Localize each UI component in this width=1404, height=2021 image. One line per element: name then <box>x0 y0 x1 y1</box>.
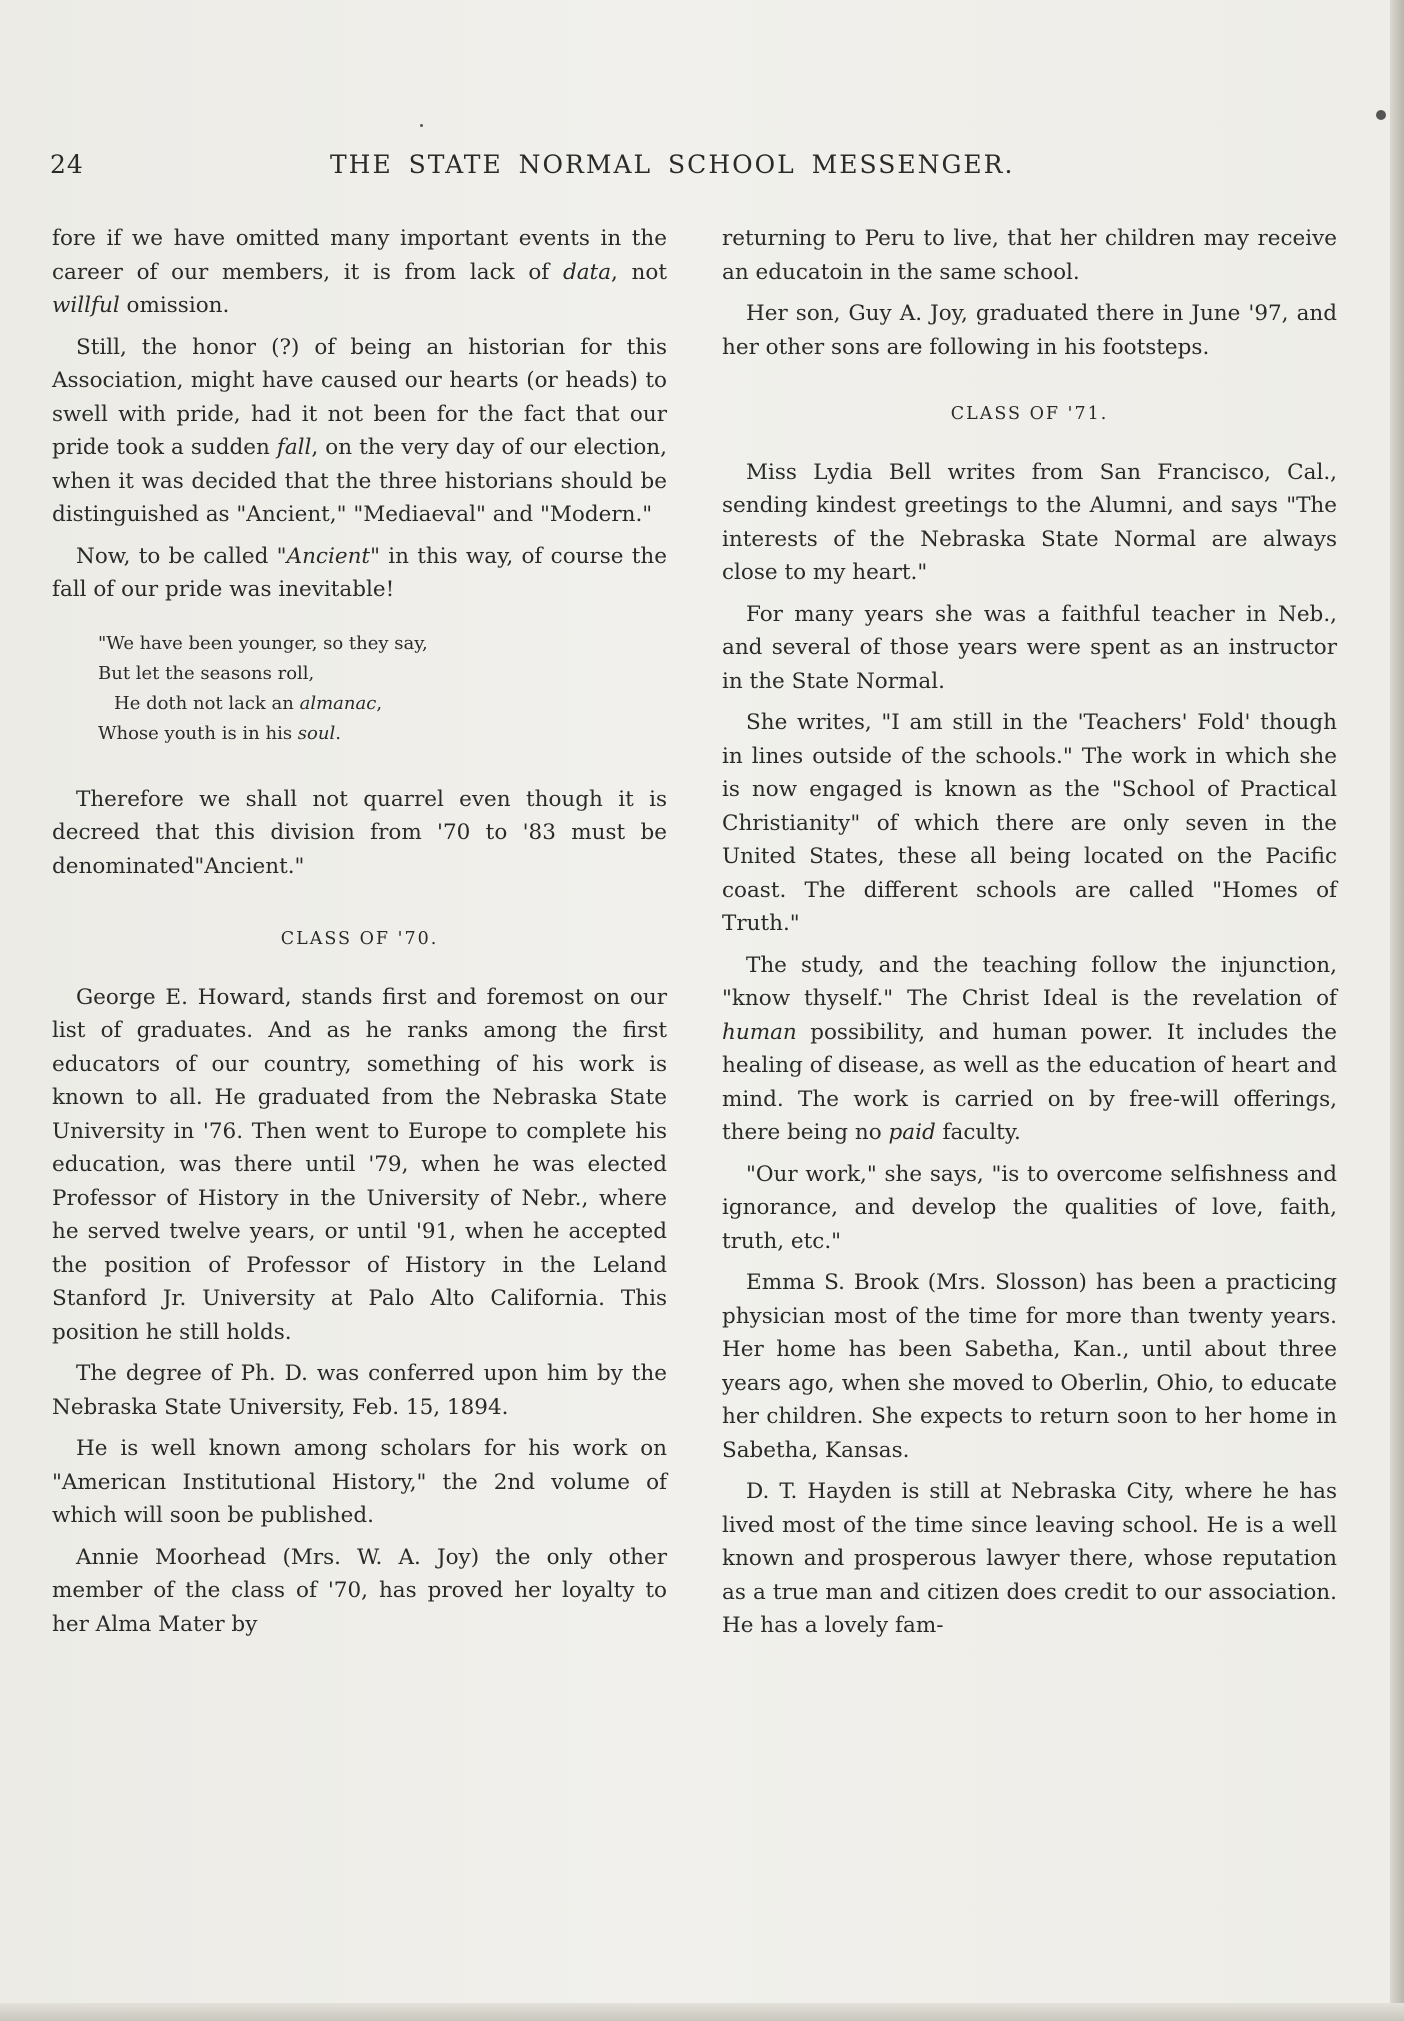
poem-quote <box>98 629 667 749</box>
paragraph: For many years she was a faithful teacher in Neb., and several of those years were spent as an instructor in the State Normal. <box>722 601 1337 694</box>
poem-line: "We have been younger, so they say, <box>98 632 428 654</box>
paragraph: fore if we have omitted many important events in the career of our members, it is from lack of data, not willful omission. <box>52 226 667 318</box>
section-heading: CLASS OF '71. <box>950 404 1109 424</box>
paragraph: returning to Peru to live, that her children may receive an educatoin in the same school. <box>722 226 1337 285</box>
ink-dot <box>1376 110 1386 120</box>
paragraph: George E. Howard, stands first and foremost on our list of graduates. And as he ranks among the first educators of our country, something of his work is known to all. He graduated from the Nebraska State University in '76. Then went to Europe to complete his education, was there until '79, when he was elected Professor of History in the University of Nebr., where he served twelve years, or until '91, when he accepted the position of Professor of History in the Leland Stanford Jr. University at Palo Alto California. This position he still holds. <box>52 984 667 1345</box>
poem-line: Whose youth is in his soul. <box>98 722 341 744</box>
ink-speck <box>420 124 423 127</box>
running-title: THE STATE NORMAL SCHOOL MESSENGER. <box>330 150 1015 179</box>
page-edge-bottom <box>0 2003 1404 2021</box>
paragraph: D. T. Hayden is still at Nebraska City, where he has lived most of the time since leaving school. He is a well known and prosperous lawyer there, whose reputation as a true man and citizen does credit to our association. He has a lovely fam- <box>722 1479 1337 1638</box>
paragraph: Still, the honor (?) of being an historian for this Association, might have caused our hearts (or heads) to swell with pride, had it not been for the fact that our pride took a sudden fall, on the very day of our election, when it was decided that the three historians should be distinguished as "Ancient," "Mediaeval" and "Modern." <box>52 334 667 527</box>
paragraph: "Our work," she says, "is to overcome selfishness and ignorance, and develop the qualities of love, faith, truth, etc." <box>722 1161 1337 1254</box>
left-column <box>52 222 667 1649</box>
paragraph: Her son, Guy A. Joy, graduated there in June '97, and her other sons are following in his footsteps. <box>722 301 1337 360</box>
poem-line: But let the seasons roll, <box>98 662 315 684</box>
paragraph: The degree of Ph. D. was conferred upon him by the Nebraska State University, Feb. 15, 1894. <box>52 1361 667 1420</box>
paragraph: Now, to be called "Ancient" in this way, of course the fall of our pride was inevitable! <box>52 543 667 602</box>
paragraph: He is well known among scholars for his work on "American Institutional History," the 2nd volume of which will soon be published. <box>52 1436 667 1528</box>
paragraph: Emma S. Brook (Mrs. Slosson) has been a practicing physician most of the time for more than twenty years. Her home has been Sabetha, Kan., until about three years ago, when she moved to Oberlin, Ohio, to educate her children. She expects to return soon to her home in Sabetha, Kansas. <box>722 1270 1337 1463</box>
paragraph: Therefore we shall not quarrel even though it is decreed that this division from '70 to '83 must be denominated"Ancient." <box>52 786 667 879</box>
paragraph: Annie Moorhead (Mrs. W. A. Joy) the only other member of the class of '70, has proved her loyalty to her Alma Mater by <box>52 1544 667 1637</box>
running-header <box>50 150 1370 190</box>
paragraph: Miss Lydia Bell writes from San Francisco, Cal., sending kindest greetings to the Alumni, and says "The interests of the Nebraska State Normal are always close to my heart." <box>722 459 1337 585</box>
page-number: 24 <box>50 150 84 179</box>
paragraph: She writes, "I am still in the 'Teachers' Fold' though in lines outside of the schools." The work in which she is now engaged is known as the "School of Practical Christianity" of which there are only seven in the United States, these all being located on the Pacific coast. The different schools are called "Homes of Truth." <box>722 710 1337 936</box>
right-column <box>722 222 1337 1651</box>
poem-line: He doth not lack an almanac, <box>114 692 383 714</box>
paragraph: The study, and the teaching follow the injunction, "know thyself." The Christ Ideal is the revelation of human possibility, and human power. It includes the healing of disease, as well as the education of heart and mind. The work is carried on by free-will offerings, there being no paid faculty. <box>722 952 1337 1145</box>
section-heading: CLASS OF '70. <box>280 929 439 949</box>
page-edge-right <box>1390 0 1404 2021</box>
